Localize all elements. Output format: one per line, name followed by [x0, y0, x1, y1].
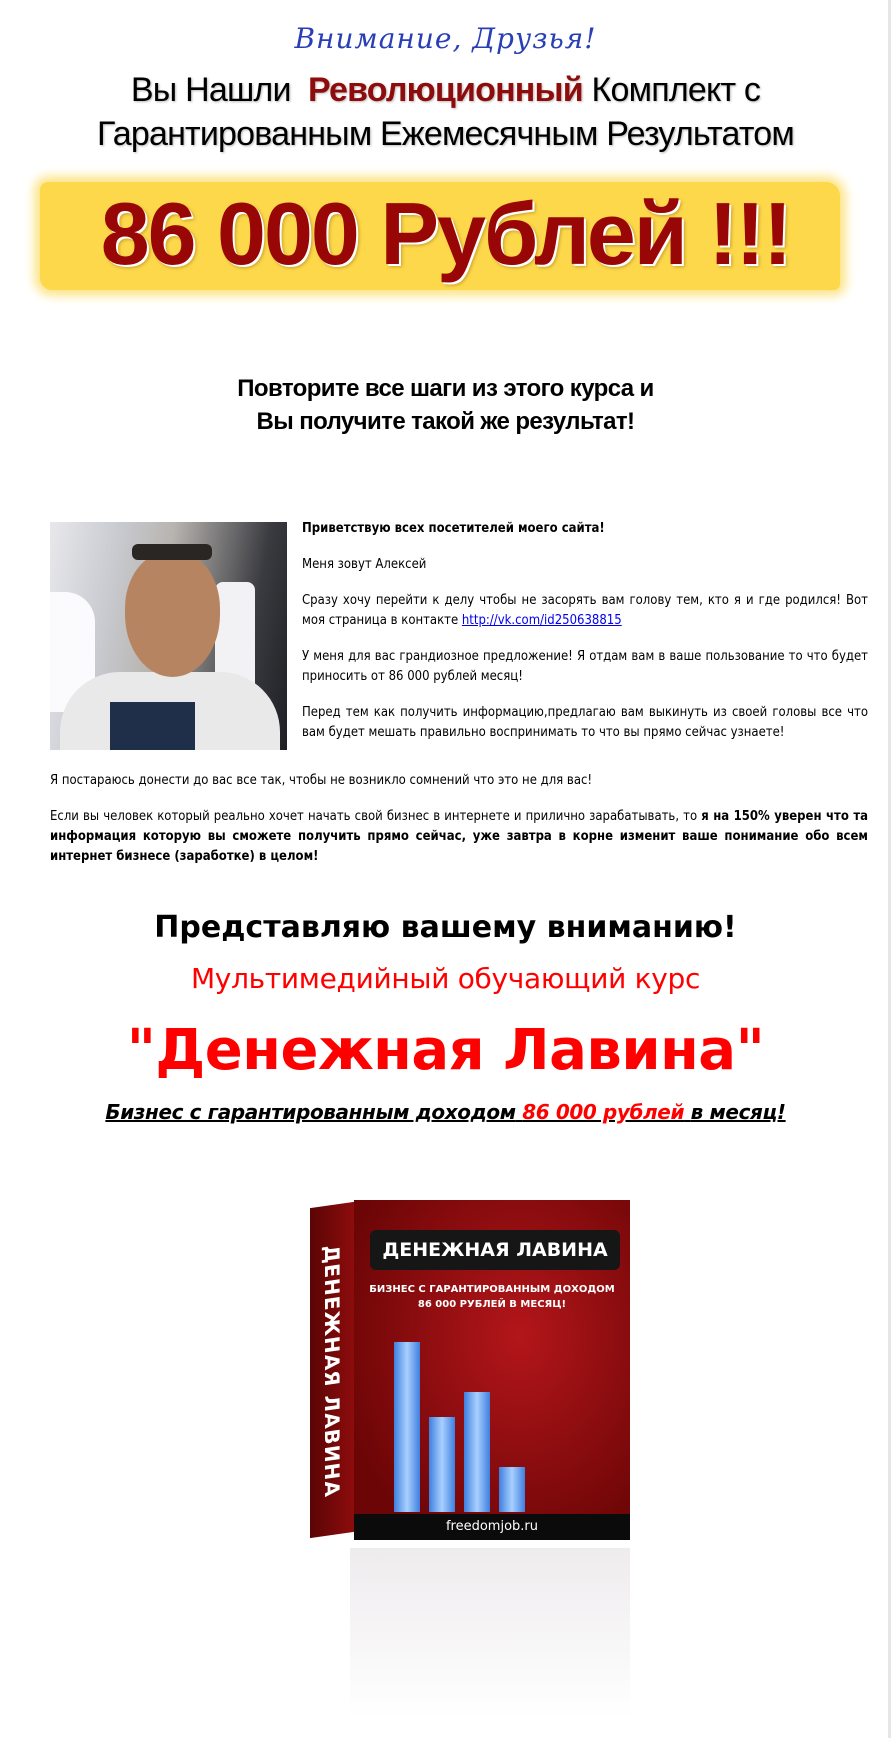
tagline-amount: 86 000 рублей [522, 1100, 685, 1124]
course-tagline [0, 1100, 891, 1124]
chart-bar-icon [394, 1342, 420, 1512]
chart-bar-icon [429, 1417, 455, 1512]
vk-link[interactable]: http://vk.com/id250638815 [461, 613, 622, 628]
headline [0, 68, 891, 156]
product-box-image [310, 1200, 630, 1545]
box-front [354, 1200, 630, 1540]
attention-heading: Внимание, Друзья! [294, 22, 597, 55]
present-heading: Представляю вашему вниманию! [154, 910, 737, 945]
tagline-pre: Бизнес с гарантированным доходом [105, 1100, 516, 1124]
headline-line2: Гарантированным Ежемесячным Результатом [97, 115, 794, 153]
amount-headline: 86 000 Рублей !!! [100, 184, 791, 283]
repeat-line1: Повторите все шаги из этого курса и [237, 375, 654, 402]
intro-p5-bold: я на 150% уверен что та информация которую вы сможете получить прямо сейчас, уже завтра в корне изменит ваше понимание обо всем интернет бизнесе (заработке) в целом! [50, 809, 868, 864]
box-side-label: ДЕНЕЖНАЯ ЛАВИНА [320, 1243, 344, 1499]
intro-text [302, 519, 868, 759]
chart-bar-icon [499, 1467, 525, 1512]
intro-text-full [50, 771, 868, 883]
greeting: Приветствую всех посетителей моего сайта! [302, 521, 605, 536]
course-type: Мультимедийный обучающий курс [190, 962, 701, 995]
headline-post: Комплект с [591, 71, 761, 109]
intro-p1: Сразу хочу перейти к делу чтобы не засорять вам голову тем, кто я и где родился! Вот моя страница в контакте [302, 593, 868, 628]
repeat-line2: Вы получите такой же результат! [256, 408, 635, 435]
intro-p4: Я постараюсь донести до вас все так, чтобы не возникло сомнений что это не для вас! [50, 773, 593, 788]
course-name: "Денежная Лавина" [126, 1018, 765, 1083]
headline-pre: Вы Нашли [130, 71, 291, 109]
author-photo [50, 522, 287, 750]
box-reflection [350, 1548, 630, 1718]
intro-p3: Перед тем как получить информацию,предлагаю вам выкинуть из своей головы все что вам будет мешать правильно воспринимать то что вы прямо сейчас узнаете! [302, 705, 868, 740]
intro-p5: Если вы человек который реально хочет начать свой бизнес в интернете и прилично зарабатывать, то [50, 809, 698, 824]
box-sub-line2: 86 000 РУБЛЕЙ В МЕСЯЦ! [417, 1299, 567, 1310]
chart-bar-icon [464, 1392, 490, 1512]
name-line: Меня зовут Алексей [302, 557, 427, 572]
box-subtitle [354, 1282, 630, 1312]
intro-p2: У меня для вас грандиозное предложение! Я отдам вам в ваше пользование то что будет приносить от 86 000 рублей месяц! [302, 649, 868, 684]
box-sub-line1: БИЗНЕС С ГАРАНТИРОВАННЫМ ДОХОДОМ [369, 1284, 615, 1295]
box-side [310, 1202, 354, 1538]
box-site: freedomjob.ru [354, 1514, 630, 1540]
repeat-heading [0, 372, 891, 438]
box-title: ДЕНЕЖНАЯ ЛАВИНА [370, 1230, 620, 1270]
tagline-post: в месяц! [690, 1100, 786, 1124]
headline-red: Революционный [307, 71, 583, 109]
